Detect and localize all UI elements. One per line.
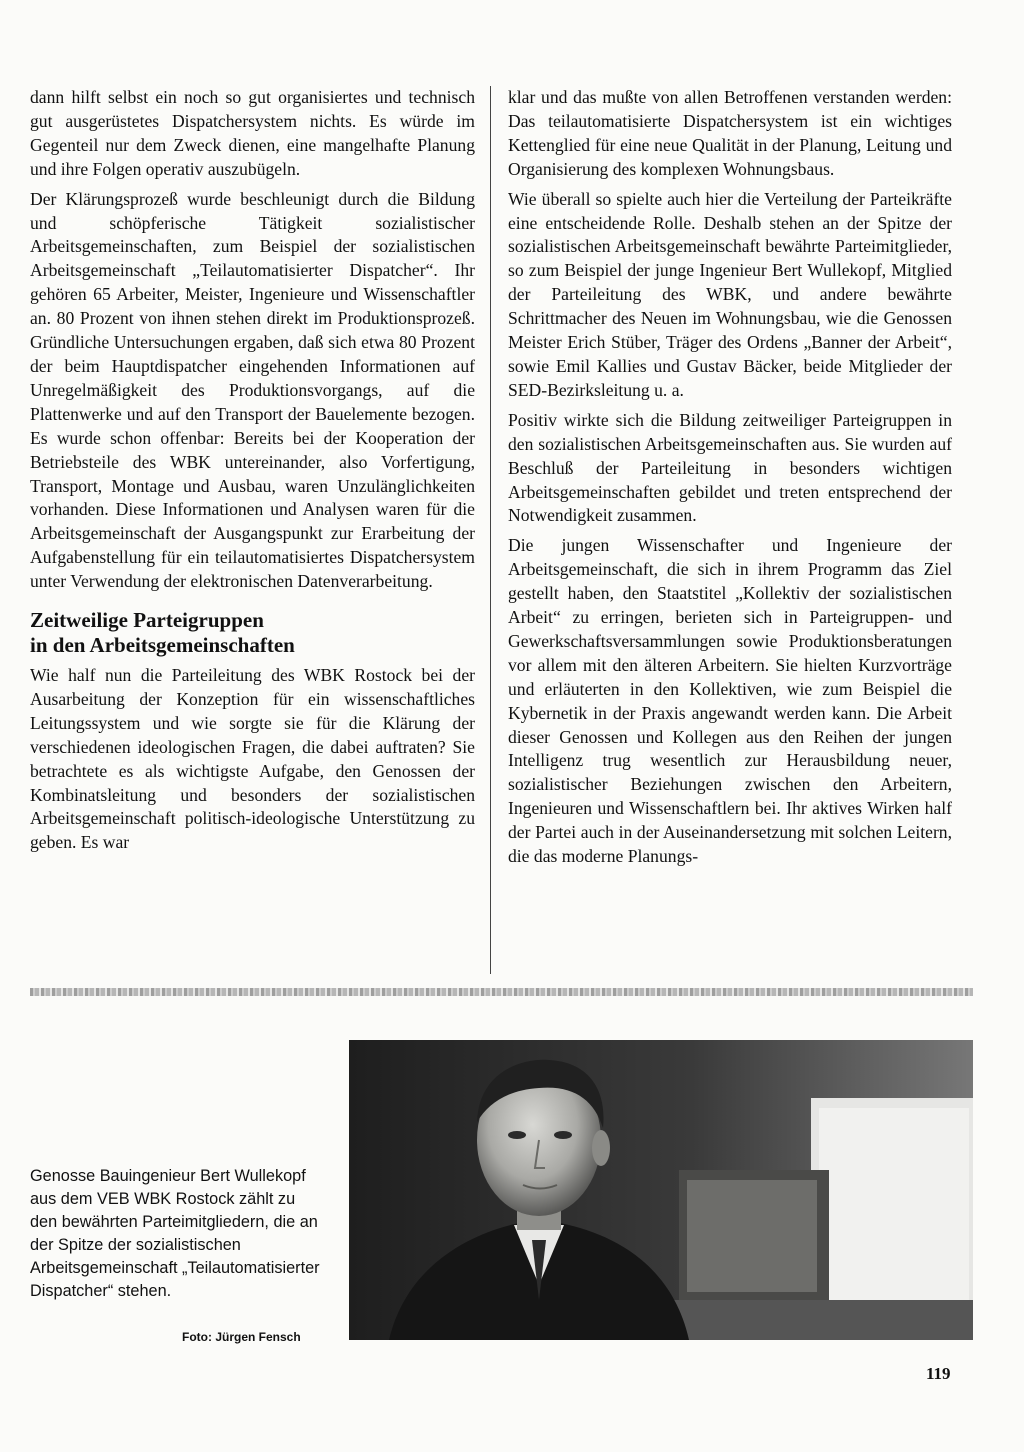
photo-caption: Genosse Bauingenieur Bert Wullekopf aus dem VEB WBK Rostock zählt zu den bewährten Parteimitgliedern, die an der Spitze der sozialistischen Arbeitsgemeinschaft „Teilautomatisierter Dispatcher“ stehen.	[30, 1167, 320, 1300]
section-heading-line-2: in den Arbeitsgemeinschaften	[30, 633, 295, 658]
page-number: 119	[926, 1364, 951, 1383]
section-divider	[30, 988, 973, 996]
column-rule	[490, 86, 491, 974]
portrait-photo	[349, 1040, 973, 1340]
left-paragraph-1: dann hilft selbst ein noch so gut organisiertes und technisch gut ausgerüstetes Dispatchersystem nichts. Es würde im Gegenteil nur dem Zweck dienen, eine mangelhafte Planung und ihre Folgen operativ auszubügeln.	[30, 87, 475, 179]
right-paragraph-2: Wie überall so spielte auch hier die Verteilung der Parteikräfte eine entscheidende Rolle. Deshalb stehen an der Spitze der sozialistischen Arbeitsgemeinschaft bewährte Parteimitglieder, so zum Beispiel der junge Ingenieur Bert Wullekopf, Mitglied der Parteileitung des WBK, und andere bewährte Schrittmacher des Neuen im Wohnungsbau, wie die Genossen Meister Erich Stüber, Träger des Ordens „Banner der Arbeit“, sowie Emil Kallies und Gustav Bäcker, beide Mitglieder der SED-Bezirksleitung u. a.	[508, 188, 952, 400]
photo-credit: Foto: Jürgen Fensch	[182, 1330, 301, 1344]
portrait-photo-image	[349, 1040, 973, 1340]
right-paragraph-1: klar und das mußte von allen Betroffenen verstanden werden: Das teilautomatisierte Dispatchersystem ist ein wichtiges Kettenglied für eine neue Qualität in der Planung, Leitung und Organisierung des komplexen Wohnungsbaus.	[508, 87, 952, 179]
section-heading	[30, 608, 475, 658]
right-paragraph-4: Die jungen Wissenschafter und Ingenieure der Arbeitsgemeinschaft, die sich in ihrem Programm das Ziel gestellt haben, den Staatstitel „Kollektiv der sozialistischen Arbeit“ zu erringen, berieten sich in Parteigruppen- und Gewerkschaftsversammlungen sowie Produktionsberatungen vor allem mit den älteren Arbeitern. Sie hielten Kurzvorträge und erläuterten in den Kollektiven, wie zum Beispiel die Kybernetik in der Praxis angewandt werden kann. Die Arbeit dieser Genossen und Kollegen aus den Reihen der jungen Intelligenz trug wesentlich zur Herausbildung neuer, sozialistischer Beziehungen zwischen den Arbeitern, Ingenieuren und Wissenschaftlern bei. Ihr aktives Wirken half der Partei auch in der Auseinandersetzung mit solchen Leitern, die das moderne Planungs-	[508, 535, 952, 867]
section-heading-line-1: Zeitweilige Parteigruppen	[30, 608, 264, 633]
right-column	[508, 86, 952, 875]
left-column	[30, 86, 475, 861]
left-paragraph-3: Wie half nun die Parteileitung des WBK Rostock bei der Ausarbeitung der Konzeption für ein wissenschaftliches Leitungssystem und wie sorgte sie für die Klärung der verschiedenen ideologischen Fragen, die dabei auftraten? Sie betrachtete es als wichtigste Aufgabe, den Genossen der Kombinatsleitung und besonders der sozialistischen Arbeitsgemeinschaft politisch-ideologische Unterstützung zu geben. Es war	[30, 665, 475, 853]
left-paragraph-2: Der Klärungsprozeß wurde beschleunigt durch die Bildung und schöpferische Tätigkeit sozialistischer Arbeitsgemeinschaften, zum Beispiel der sozialistischen Arbeitsgemeinschaft „Teilautomatisierter Dispatcher“. Ihr gehören 65 Arbeiter, Meister, Ingenieure und Wissenschaftler an. 80 Prozent von ihnen stehen direkt im Produktionsprozeß. Gründliche Untersuchungen ergaben, daß sich etwa 80 Prozent der beim Hauptdispatcher eingehenden Informationen auf Unregelmäßigkeit des Produktionsvorgangs, auf die Plattenwerke und auf den Transport der Bauelemente bezogen. Es wurde schon offenbar: Bereits bei der Kooperation der Betriebsteile des WBK untereinander, also Vorfertigung, Transport, Montage und Ausbau, waren Unzulänglichkeiten vorhanden. Diese Informationen und Analysen waren für die Arbeitsgemeinschaft der Ausgangspunkt zur Erarbeitung der Aufgabenstellung für ein teilautomatisiertes Dispatchersystem unter Verwendung der elektronischen Datenverarbeitung.	[30, 188, 475, 592]
right-paragraph-3: Positiv wirkte sich die Bildung zeitweiliger Parteigruppen in den sozialistischen Arbeitsgemeinschaften aus. Sie wurden auf Beschluß der Parteileitung in besonders wichtigen Arbeitsgemeinschaften gebildet und treten entsprechend der Notwendigkeit zusammen.	[508, 409, 952, 526]
